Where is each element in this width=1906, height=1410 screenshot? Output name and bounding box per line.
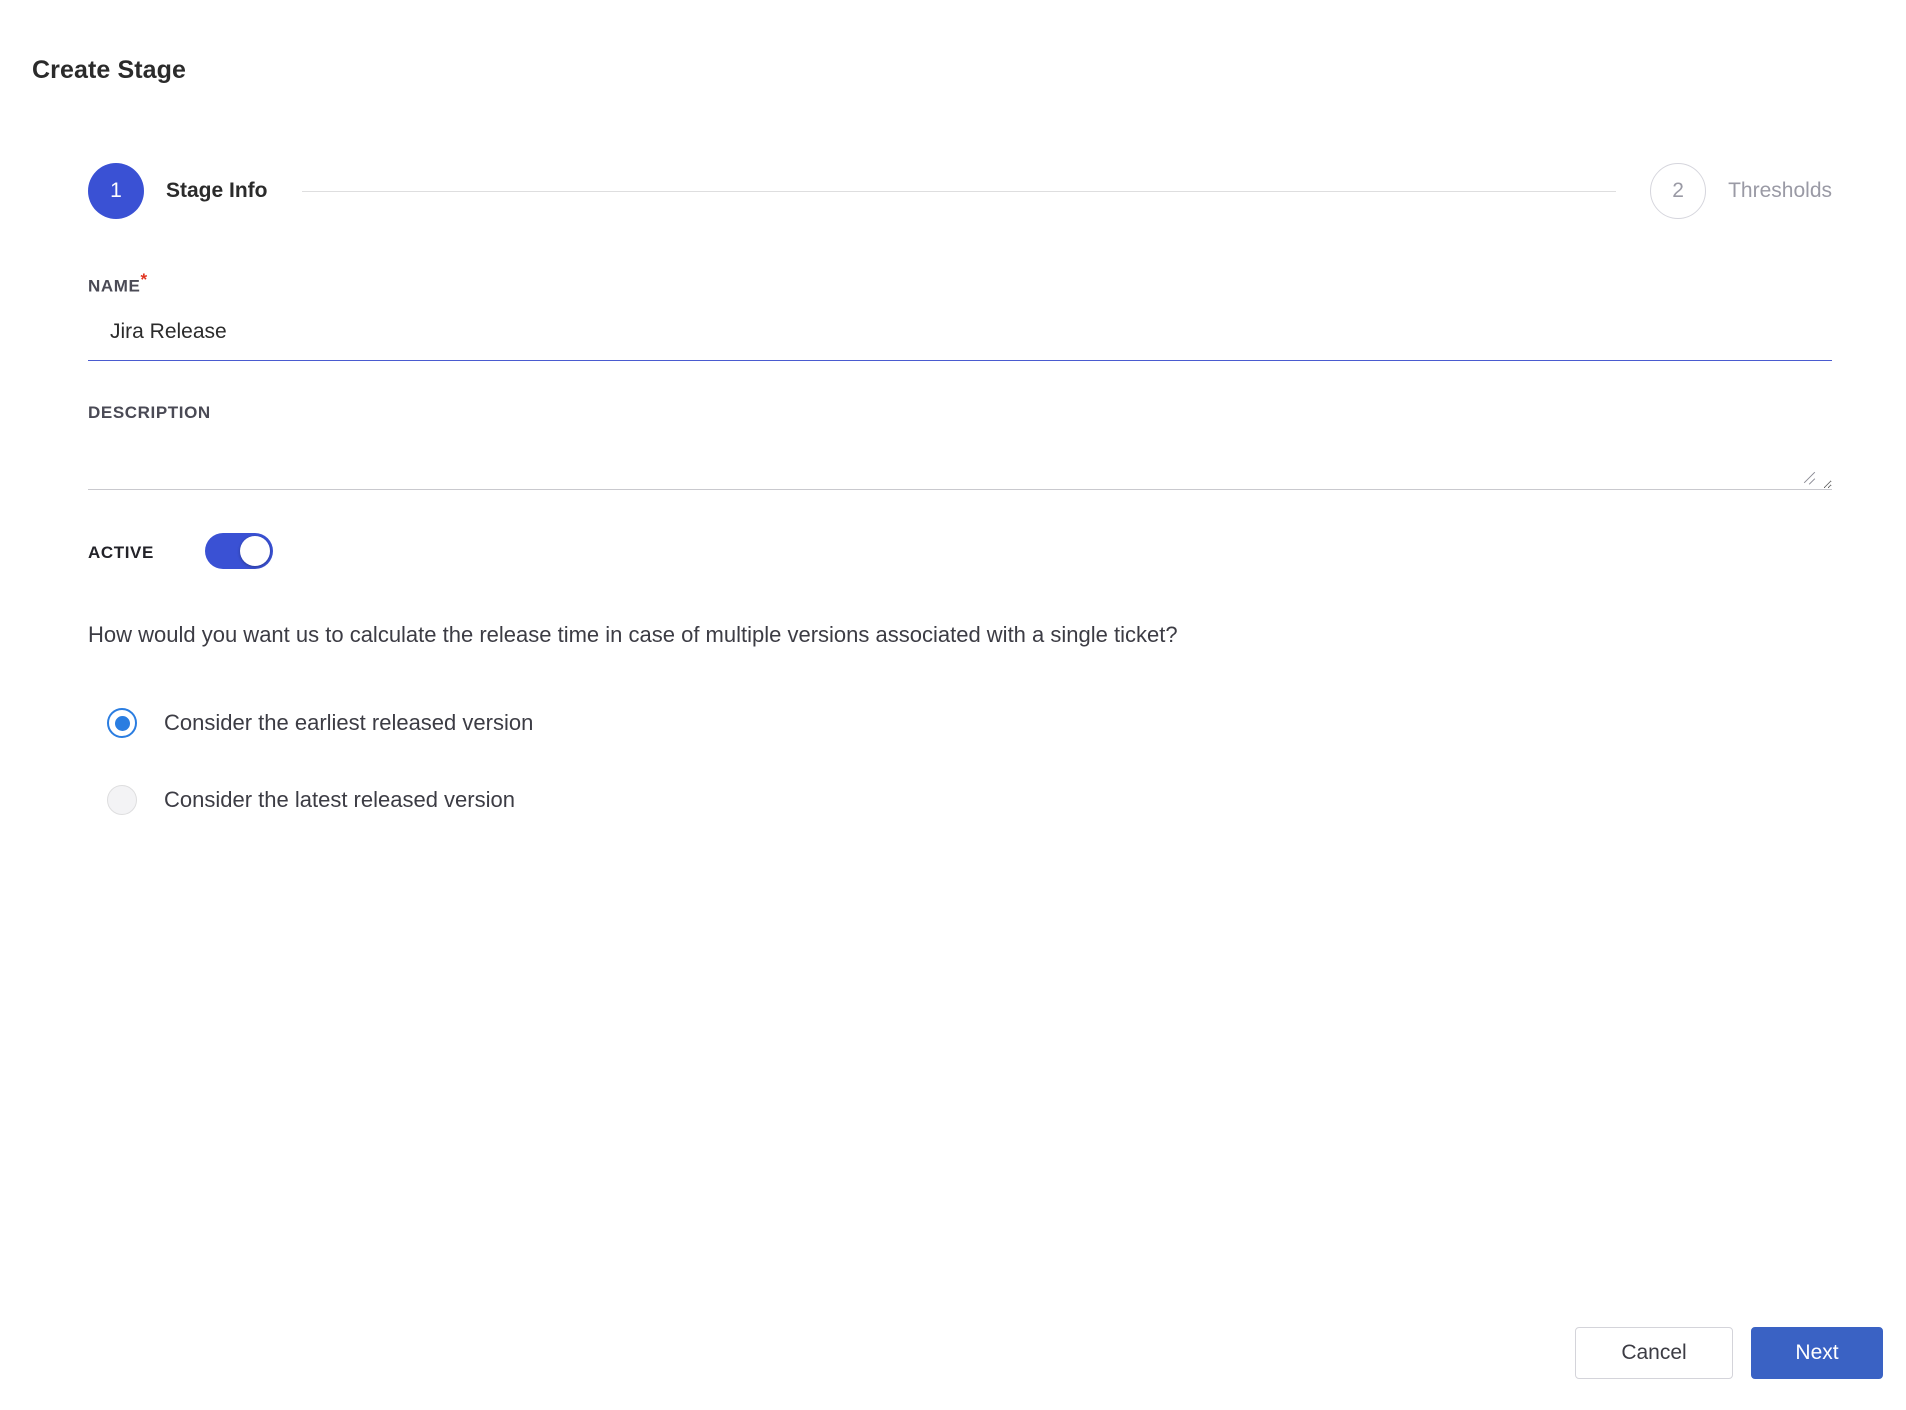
required-asterisk: *: [140, 270, 148, 289]
radio-earliest-icon: [107, 708, 137, 738]
step-2-number: 2: [1650, 163, 1706, 219]
name-input[interactable]: [88, 303, 1832, 361]
description-field-label: DESCRIPTION: [88, 403, 211, 422]
radio-latest-icon: [107, 785, 137, 815]
radio-option-earliest[interactable]: [107, 708, 533, 738]
stepper-connector: [302, 191, 1617, 192]
step-2-label: Thresholds: [1728, 179, 1832, 202]
active-toggle[interactable]: [205, 533, 273, 569]
step-1-number: 1: [88, 163, 144, 219]
radio-earliest-dot: [115, 716, 130, 731]
step-thresholds[interactable]: [1650, 163, 1832, 219]
release-time-question: How would you want us to calculate the release time in case of multiple versions associated with a single ticket?: [88, 622, 1178, 647]
cancel-button[interactable]: Cancel: [1575, 1327, 1733, 1379]
name-label-text: NAME: [88, 276, 141, 296]
page-title: Create Stage: [32, 56, 187, 84]
description-input[interactable]: [88, 432, 1832, 490]
step-1-label: Stage Info: [166, 179, 268, 202]
radio-latest-label: Consider the latest released version: [164, 787, 515, 812]
active-toggle-knob: [240, 536, 270, 566]
active-field-label: ACTIVE: [88, 543, 154, 562]
radio-option-latest[interactable]: [107, 785, 515, 815]
name-field-label: [88, 271, 148, 297]
stepper: [88, 163, 1832, 219]
next-button[interactable]: Next: [1751, 1327, 1883, 1379]
step-stage-info[interactable]: [88, 163, 268, 219]
radio-earliest-label: Consider the earliest released version: [164, 710, 534, 735]
